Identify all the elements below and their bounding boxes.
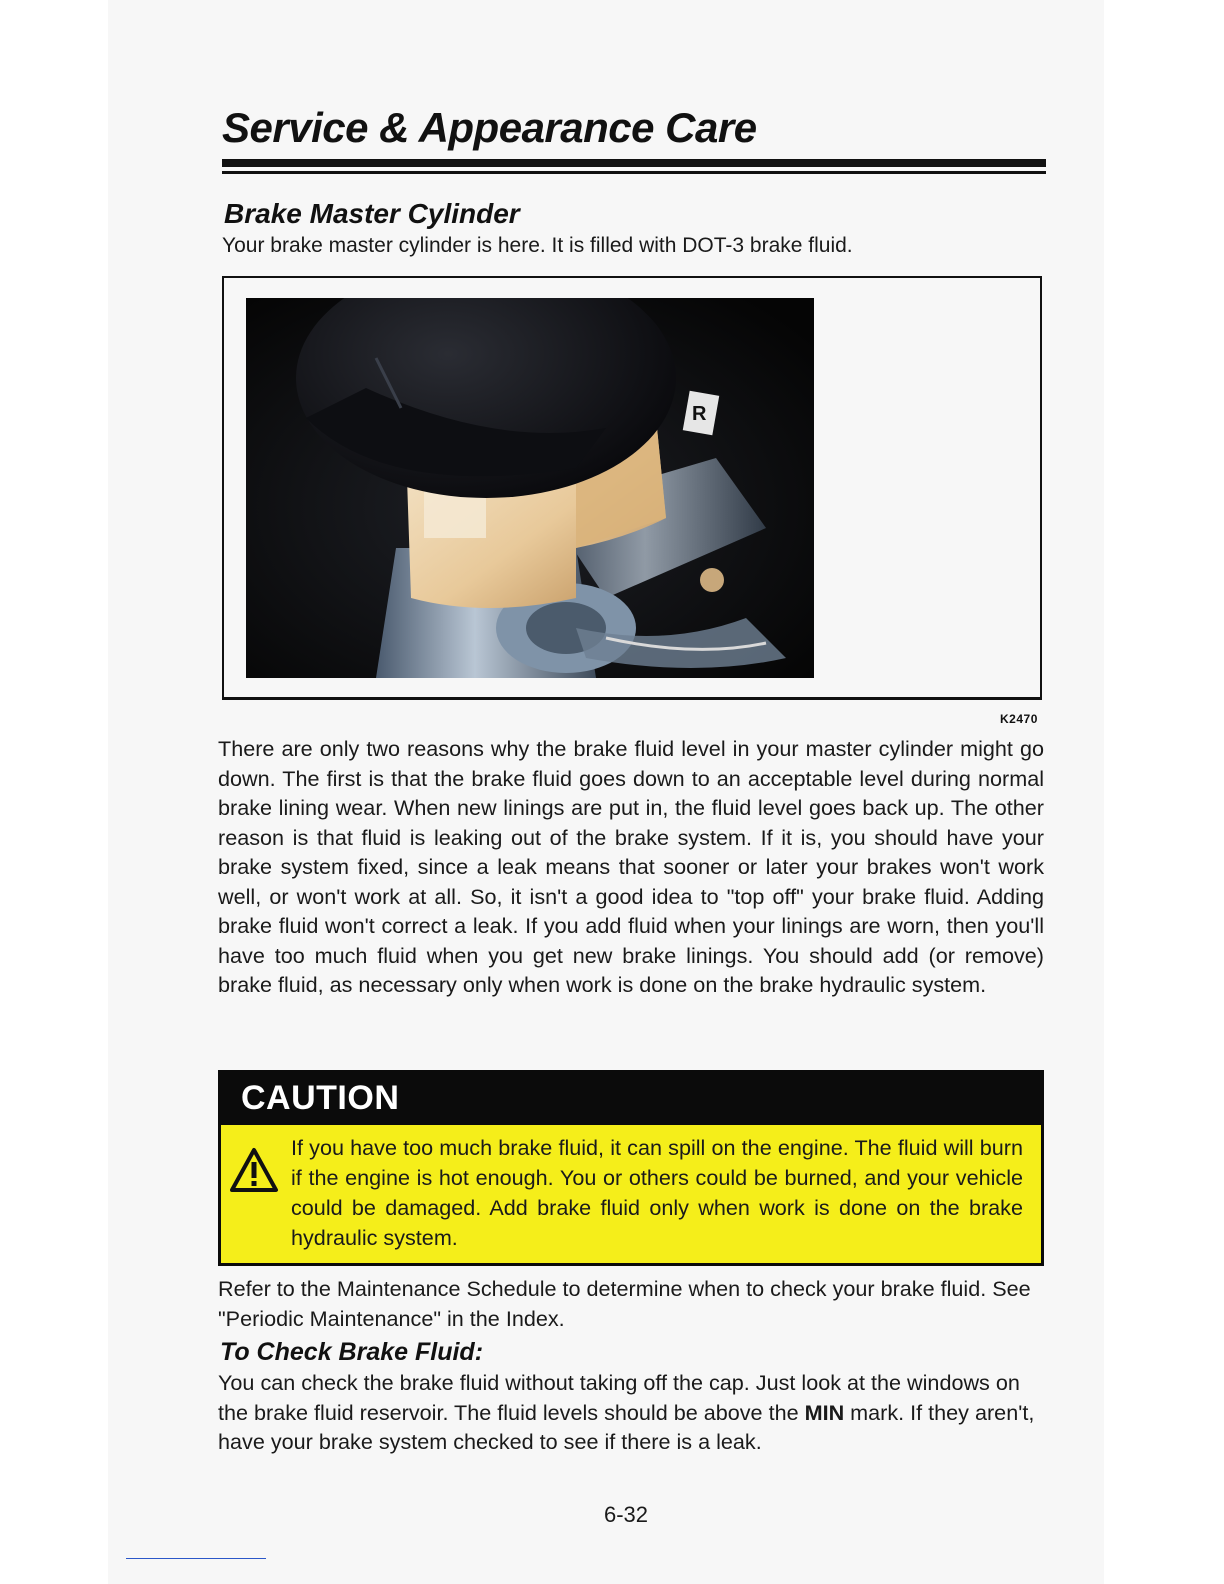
check-text-min: MIN xyxy=(804,1399,845,1425)
figure-code: K2470 xyxy=(1000,712,1038,726)
caution-text: If you have too much brake fluid, it can spill on the engine. The fluid will burn if the engine is hot enough. You or others could be burned, and your vehicle could be damaged. Add brake fluid only when work is done on the brake hydraulic system. xyxy=(291,1135,1023,1250)
check-text-after: mark. If they aren't, have your brake system checked to see if there is a leak. xyxy=(218,1399,1035,1454)
caution-box xyxy=(218,1070,1044,1266)
caution-header xyxy=(221,1073,1041,1125)
header-rule-thick xyxy=(222,159,1046,167)
page-number: 6-32 xyxy=(604,1502,649,1527)
caution-title: CAUTION xyxy=(241,1079,400,1117)
check-heading: To Check Brake Fluid: xyxy=(220,1338,484,1366)
photo-illustration xyxy=(246,298,814,678)
warning-triangle-icon xyxy=(229,1147,279,1193)
page-title: Service & Appearance Care xyxy=(222,104,757,151)
cap-label: R xyxy=(692,403,707,425)
maintenance-paragraph: Refer to the Maintenance Schedule to determine when to check your brake fluid. See "Periodic Maintenance" in the Index. xyxy=(218,1276,1031,1331)
footer-link-line xyxy=(126,1558,266,1559)
header-rule-thin xyxy=(222,171,1046,174)
brake-master-cylinder-photo xyxy=(246,298,814,678)
check-paragraph xyxy=(218,1368,1044,1457)
section-intro: Your brake master cylinder is here. It is filled with DOT-3 brake fluid. xyxy=(222,234,853,257)
body-paragraph: There are only two reasons why the brake fluid level in your master cylinder might go down. The first is that the brake fluid goes down to an acceptable level during normal brake lining wear. When new linings are put in, the fluid level goes back up. The other reason is that fluid is leaking out of the brake system. If it is, you should have your brake system fixed, since a leak means that sooner or later your brakes won't work well, or won't work at all. So, it isn't a good idea to "top off" your brake fluid. Adding brake fluid won't correct a leak. If you add fluid when your linings are worn, then you'll have too much fluid when you get new brake linings. You should add (or remove) brake fluid, as necessary only when work is done on the brake hydraulic system. xyxy=(218,736,1044,997)
section-heading: Brake Master Cylinder xyxy=(224,198,520,229)
check-text-before: You can check the brake fluid without taking off the cap. Just look at the windows on the brake fluid reservoir. The fluid levels should be above the xyxy=(218,1370,1020,1425)
